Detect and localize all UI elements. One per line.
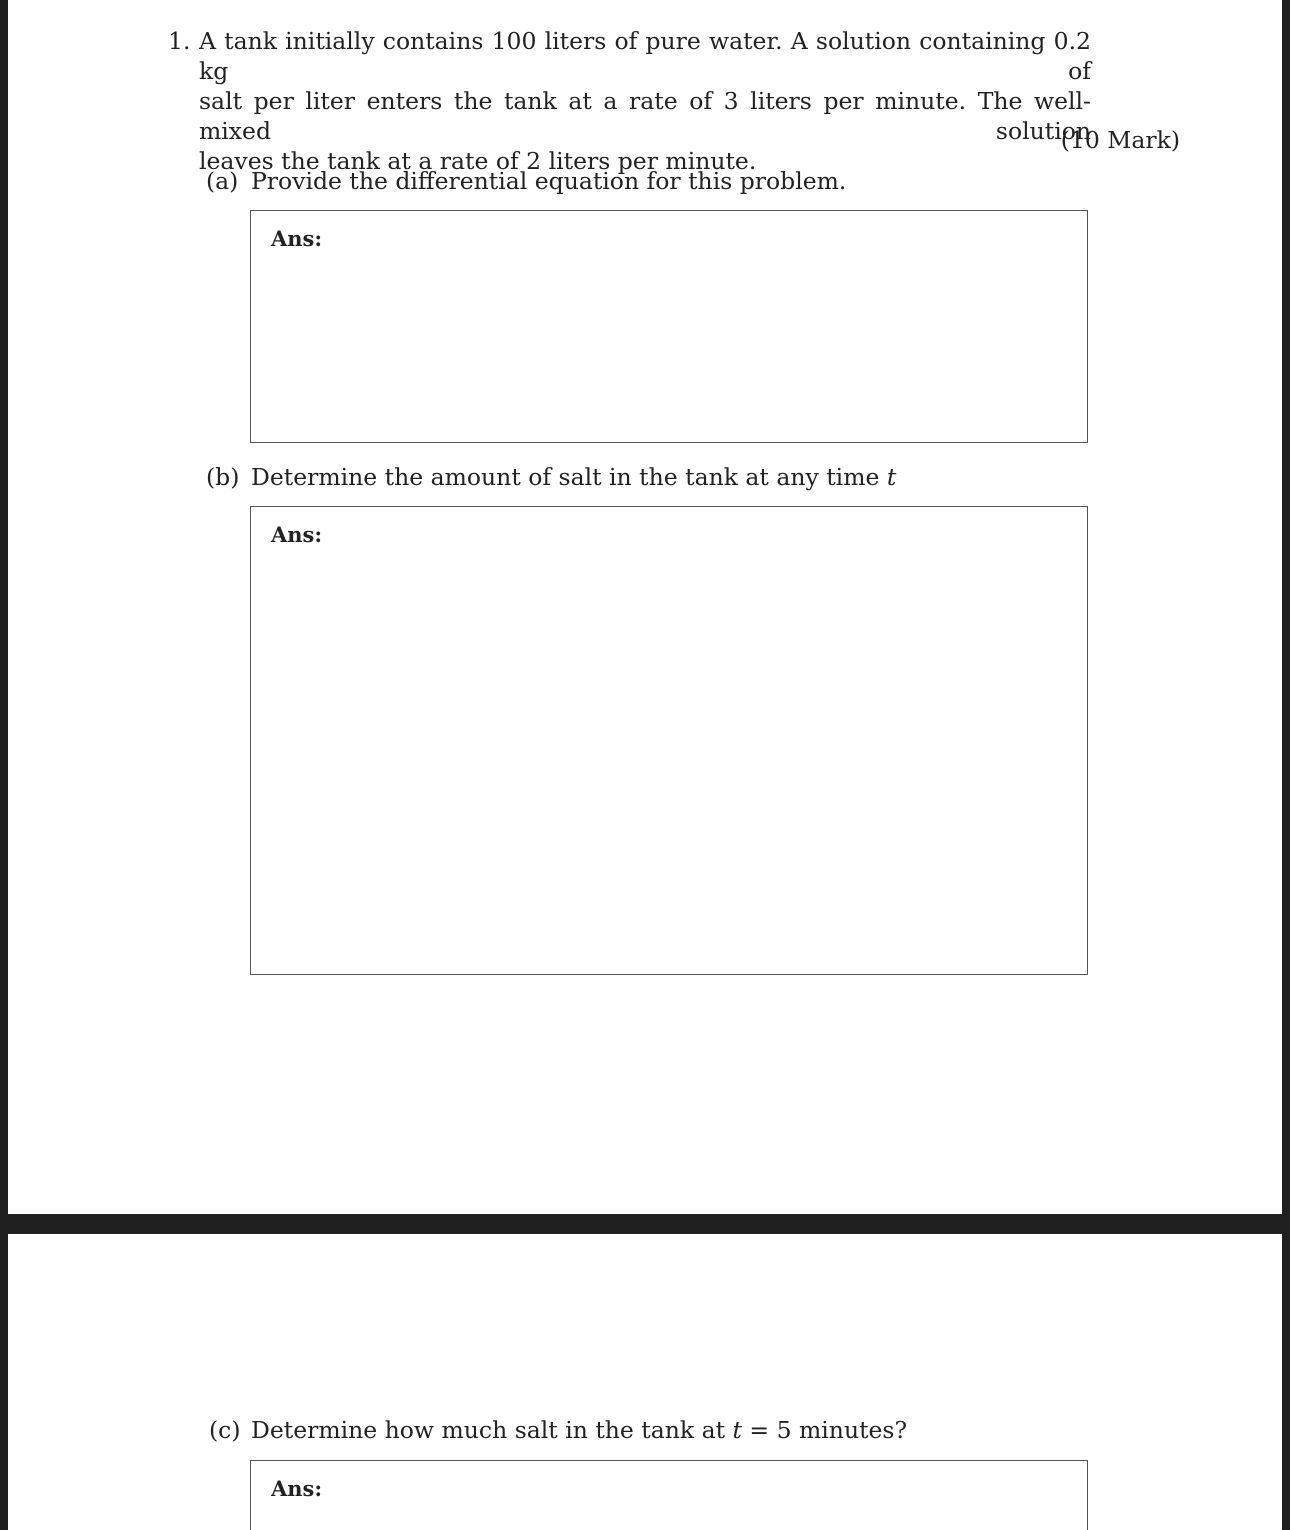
part-a-answer-input[interactable] — [251, 211, 1087, 442]
part-c-label: (c) — [209, 1416, 241, 1444]
exam-page-2 — [8, 1234, 1282, 1530]
part-c-answer-box[interactable] — [250, 1460, 1088, 1530]
part-c-math-var: t — [732, 1416, 742, 1444]
question-line: A tank initially contains 100 liters of pure water. A solution containing 0.2 kg of — [199, 27, 1091, 85]
part-b-answer-box[interactable] — [250, 506, 1088, 975]
part-b-text-prefix: Determine the amount of salt in the tank at any time — [251, 463, 887, 491]
question-line: leaves the tank at a rate of 2 liters per minute. — [199, 147, 757, 175]
question-number: 1. — [168, 27, 191, 55]
question-text — [199, 26, 1091, 176]
part-a-label: (a) — [206, 167, 239, 195]
part-c-answer-input[interactable] — [251, 1461, 1087, 1530]
part-a-text: Provide the differential equation for this problem. — [251, 167, 847, 195]
part-b-ans-label: Ans: — [271, 522, 323, 547]
exam-page-1 — [8, 0, 1282, 1214]
part-c-ans-label: Ans: — [271, 1476, 323, 1501]
question-line: salt per liter enters the tank at a rate of 3 liters per minute. The well-mixed solution — [199, 87, 1091, 145]
part-c-text-prefix: Determine how much salt in the tank at — [251, 1416, 733, 1444]
part-b-text — [251, 462, 896, 492]
part-b-answer-input[interactable] — [251, 507, 1087, 974]
part-a-ans-label: Ans: — [271, 226, 323, 251]
part-a-answer-box[interactable] — [250, 210, 1088, 443]
part-c-text-suffix: = 5 minutes? — [741, 1416, 908, 1444]
part-b-label: (b) — [206, 463, 240, 491]
part-c-text — [251, 1415, 907, 1445]
marks-label: (10 Mark) — [1060, 126, 1180, 154]
part-b-math-var: t — [886, 463, 897, 491]
